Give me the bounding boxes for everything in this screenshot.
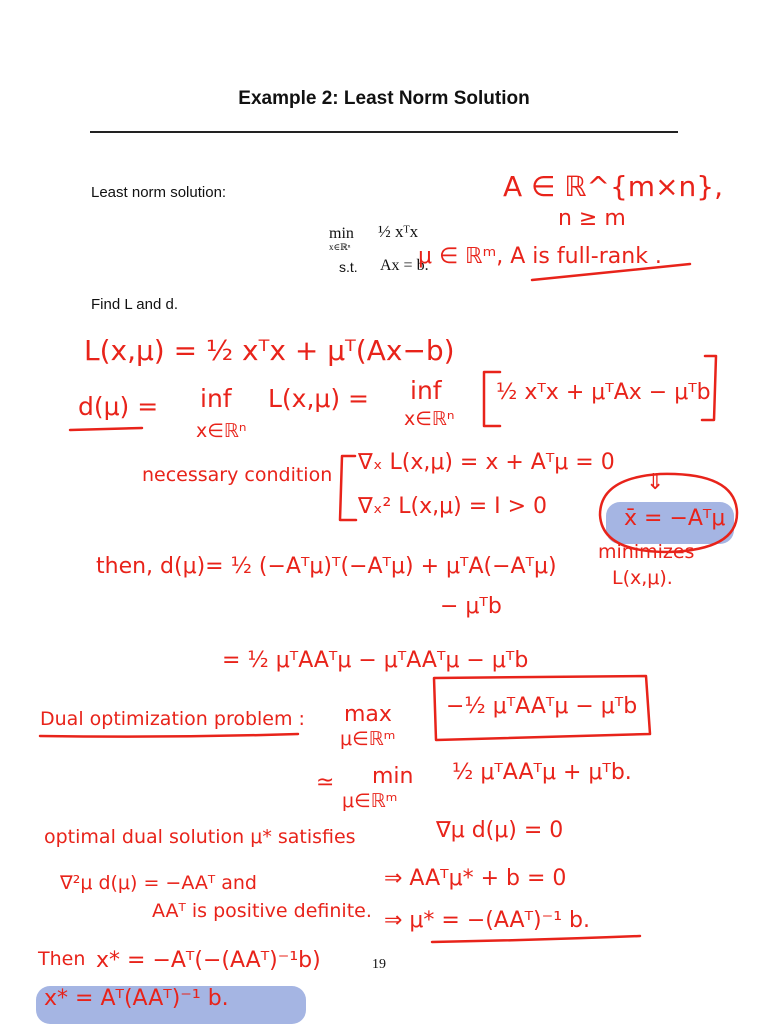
necessary-condition: necessary condition [142,464,333,486]
implies-1: ⇒ AAᵀμ* + b = 0 [384,866,567,891]
dual-rhs: ½ xᵀx + μᵀAx − μᵀb [496,380,711,405]
minimizes-l: L(x,μ). [612,567,673,589]
min-label: min [329,225,354,242]
slide-title: Example 2: Least Norm Solution [238,88,530,109]
bracket-nec [340,456,356,520]
dual-mid: L(x,μ) = [268,384,369,413]
lagrangian: L(x,μ) = ½ xᵀx + μᵀ(Ax−b) [84,334,455,367]
grad-1: ∇ₓ L(x,μ) = x + Aᵀμ = 0 [358,450,615,475]
then-b: − μᵀb [440,594,502,619]
dual-problem-label: Dual optimization problem : [40,708,305,730]
inf-1-domain: x∈ℝⁿ [196,420,247,442]
max-label: max [344,702,392,727]
minimizes: minimizes [598,541,695,563]
implies-2: ⇒ μ* = −(AAᵀ)⁻¹ b. [384,908,591,933]
constraint: Ax = b. [380,257,429,274]
inf-2: inf [410,376,442,405]
annot-n-ge-m: n ≥ m [558,206,626,231]
intro-text: Least norm solution: [91,184,227,201]
inf-2-domain: x∈ℝⁿ [404,408,455,430]
find-text: Find L and d. [91,296,179,313]
underline-dual-prob [40,734,298,737]
grad-2: ∇ₓ² L(x,μ) = I > 0 [358,494,548,519]
max-domain: μ∈ℝᵐ [340,728,396,750]
approx-symbol: ≃ [316,770,335,795]
annot-a-dim: A ∈ ℝ^{m×n}, [503,170,723,203]
min2-label: min [372,764,414,789]
annot-mu-rank: μ ∈ ℝᵐ, A is full-rank . [418,244,662,269]
inf-1: inf [200,384,232,413]
xstar-1: x* = −Aᵀ(−(AAᵀ)⁻¹b) [96,948,321,973]
then-d: then, d(μ)= ½ (−Aᵀμ)ᵀ(−Aᵀμ) + μᵀA(−Aᵀμ) [96,554,557,579]
simplified: = ½ μᵀAAᵀμ − μᵀAAᵀμ − μᵀb [222,648,529,673]
optimal-dual: optimal dual solution μ* satisfies [44,826,356,848]
page-number: 19 [372,957,386,972]
underline-d-mu [70,428,142,430]
st-label: s.t. [339,259,358,275]
arrow-down-icon: ⇓ [646,470,665,495]
min2-domain: μ∈ℝᵐ [342,790,398,812]
hessian: ∇²μ d(μ) = −AAᵀ and [60,872,257,894]
objective: ½ xᵀx [378,222,419,241]
max-objective: −½ μᵀAAᵀμ − μᵀb [446,694,638,719]
underline-mu-star [432,936,640,942]
xbar: x̄ = −Aᵀμ [624,506,726,531]
then-2: Then [38,948,86,970]
grad-d: ∇μ d(μ) = 0 [436,818,564,843]
dual-lhs: d(μ) = [78,392,159,421]
min-domain: x∈ℝⁿ [329,242,351,252]
min2-objective: ½ μᵀAAᵀμ + μᵀb. [452,760,632,785]
positive-definite: AAᵀ is positive definite. [152,900,372,922]
xstar-2: x* = Aᵀ(AAᵀ)⁻¹ b. [44,986,229,1011]
